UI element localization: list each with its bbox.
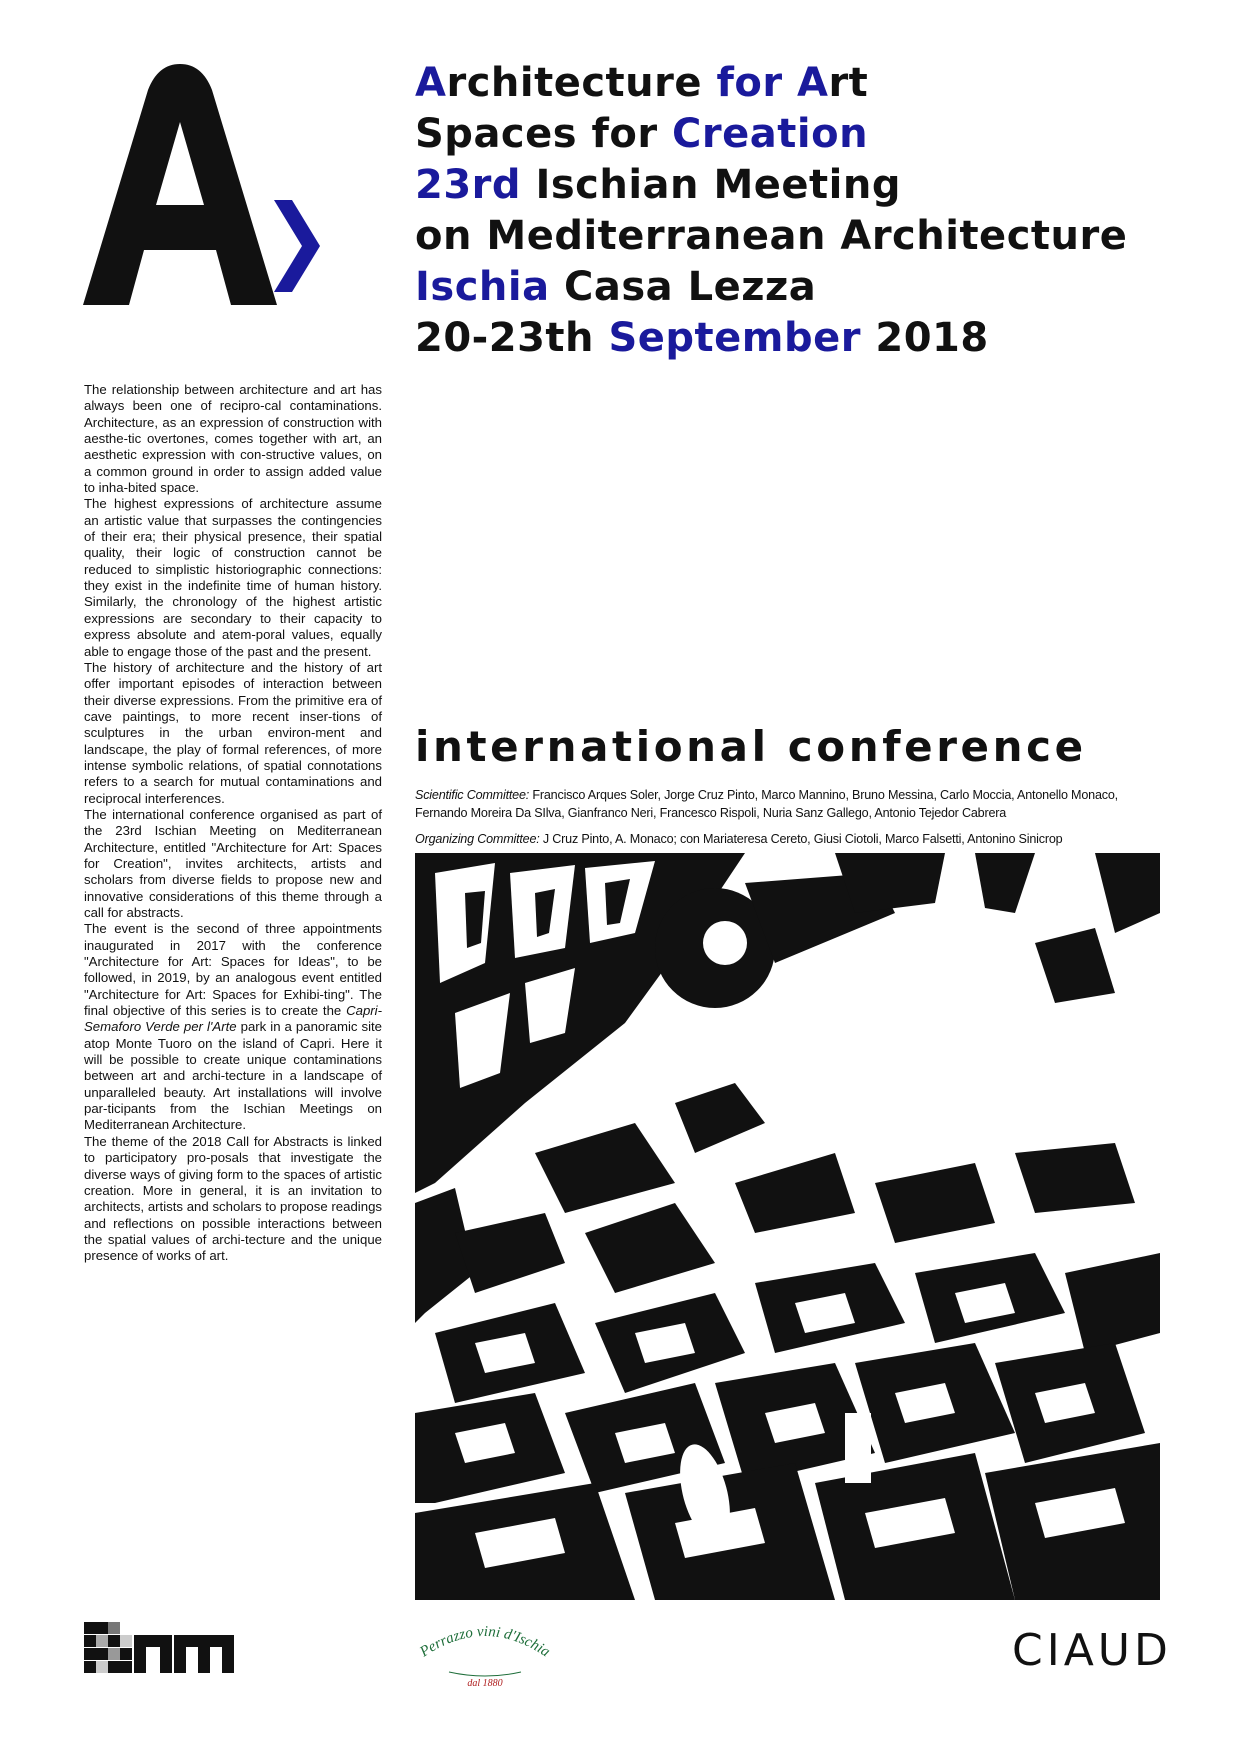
svg-text:Perrazzo vini d'Ischia — [416, 1624, 552, 1661]
body-paragraph: The event is the second of three appointments inaugurated in 2017 with the conference "Architecture for Art: Spaces for Ideas", to be followed, in 2019, by an analogous event entitled "Architecture for Art: Spaces for Exhibi-ting". The final objective of this series is to create the Capri-Semaforo Verde per l'Arte park in a panoramic site atop Monte Tuoro on the island of Capri. Here it will be possible to create unique contaminations between art and archi-tecture in a landscape of unparalleled beauty. Art installations will involve par-ticipants from the Ischian Meetings on Mediterranean Architecture. — [84, 921, 383, 1133]
headline-segment: for — [716, 60, 797, 106]
headline-line — [415, 211, 1215, 262]
headline-line — [415, 313, 1215, 364]
organizing-committee-label: Organizing Committee: — [415, 832, 540, 846]
letter-a-glyph — [83, 64, 277, 305]
conference-title: international conference — [415, 722, 1087, 771]
headline-segment: Creation — [672, 111, 869, 157]
park-name: Capri-Semaforo Verde per l'Arte — [84, 1003, 382, 1035]
event-headline — [415, 58, 1215, 364]
headline-segment: rt — [828, 60, 869, 106]
headline-segment: Spaces for — [415, 111, 673, 157]
headline-line — [415, 262, 1215, 313]
headline-segment: rchitecture — [446, 60, 717, 106]
headline-segment: on Mediterranean Architecture — [415, 213, 1128, 259]
body-text — [84, 382, 382, 1265]
headline-segment: A — [415, 60, 447, 106]
body-paragraph: The international conference organised as part of the 23rd Ischian Meeting on Mediterranean Architecture, entitled "Architecture for Art: Spaces for Creation", invites architects, artists and scholars from diverse fields to propose new and innovative considerations of this theme through a call for abstracts. — [84, 806, 382, 920]
body-paragraph: The highest expressions of architecture assume an artistic value that surpasses the contingencies of their era; their physical presence, their spatial quality, their logic of construction cannot be reduced to simplistic historiographic connections: they exist in the indefinite time of human history. Similarly, the chronology of the highest artistic expressions are secondary to their capacity to express absolute and atem-poral values, equally able to engage those of the past and the present. — [84, 496, 382, 659]
perrazzo-since: dal 1880 — [467, 1678, 503, 1689]
headline-line — [415, 160, 1215, 211]
headline-segment: 2018 — [860, 315, 989, 361]
headline-line — [415, 109, 1215, 160]
ischian-meetings-pixel-logo — [84, 1622, 236, 1674]
scientific-committee-names: Francisco Arques Soler, Jorge Cruz Pinto, Marco Mannino, Bruno Messina, Carlo Moccia, Antonello Monaco, Fernando Moreira Da SIlva, Gianfranco Neri, Francesco Rispoli, Nuria Sanz Gallego, Antonio Tejedor Cabrera — [415, 788, 1118, 820]
committees — [415, 786, 1167, 848]
organizing-committee — [415, 830, 1167, 848]
body-paragraph: The theme of the 2018 Call for Abstracts is linked to participatory pro-posals that investigate the diverse ways of giving form to the spaces of artistic creation. More in general, it is an invitation to architects, artists and scholars to propose readings and reflections on possible interactions between the spatial values of archi-tecture and the unique presence of works of art. — [84, 1133, 382, 1264]
headline-segment: Casa Lezza — [549, 264, 817, 310]
headline-segment: A — [796, 60, 829, 106]
perrazzo-wine-logo — [405, 1618, 565, 1694]
headline-line — [415, 58, 1215, 109]
scientific-committee-label: Scientific Committee: — [415, 788, 530, 802]
headline-segment: Ischian Meeting — [521, 162, 901, 208]
scientific-committee — [415, 786, 1167, 822]
ciaud-logo: CIAUD — [1012, 1625, 1172, 1676]
headline-segment: Ischia — [415, 264, 550, 310]
headline-segment: September — [608, 315, 861, 361]
headline-segment: 20-23th — [415, 315, 609, 361]
studio-floor-photo — [415, 853, 1160, 1600]
headline-segment: 23rd — [415, 162, 522, 208]
body-paragraph: The relationship between architecture and art has always been one of recipro-cal contaminations. Architecture, as an expression of construction with aesthe-tic overtones, comes together with art, an aesthetic expression with con-structive values, on a common ground in order to assign added value to inha-bited space. — [84, 382, 382, 496]
organizing-committee-names: J Cruz Pinto, A. Monaco; con Mariateresa Cereto, Giusi Ciotoli, Marco Falsetti, Antonino Sinicrop — [539, 832, 1063, 846]
big-a-logo — [80, 60, 320, 350]
perrazzo-name: Perrazzo vini d'Ischia — [417, 1623, 553, 1661]
chevron-right-icon — [274, 200, 320, 292]
body-paragraph: The history of architecture and the history of art offer important episodes of interaction between their diverse expressions. From the primitive era of cave paintings, to more recent inser-tions of sculptures in the urban environ-ment and landscape, the play of formal references, of more intense symbolic relations, of spatial connotations refers to a search for mutual contaminations and reciprocal interferences. — [84, 659, 382, 806]
